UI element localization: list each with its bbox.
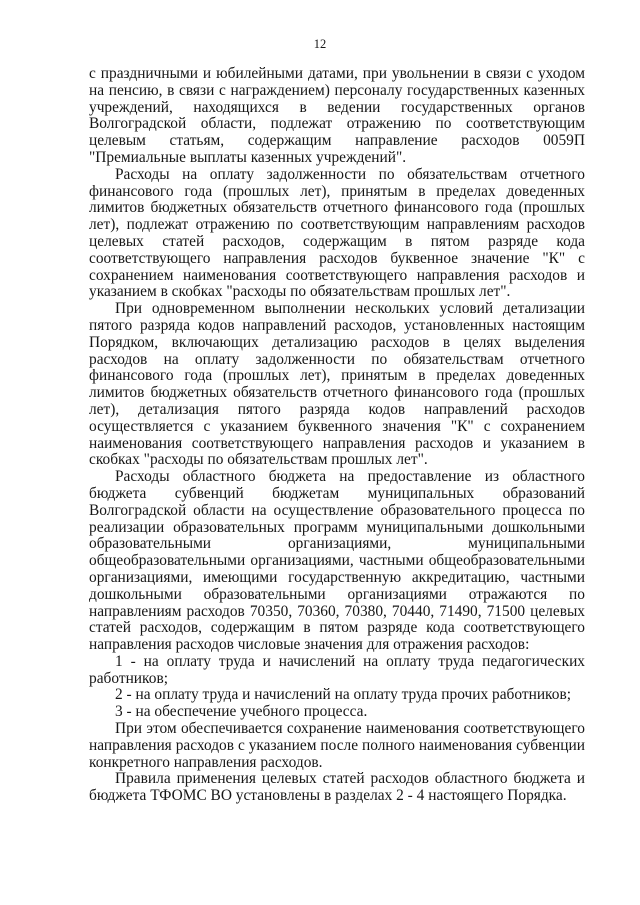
paragraph-rules-reference: Правила применения целевых статей расходов областного бюджета и бюджета ТФОМС ВО установлены в разделах 2 - 4 настоящего Порядка.: [89, 770, 585, 805]
paragraph-naming-preservation: При этом обеспечивается сохранение наименования соответствующего направления расходов с указанием после полного наименования субвенции конкретного направления расходов.: [89, 720, 585, 771]
paragraph-debt-expenses: Расходы на оплату задолженности по обязательствам отчетного финансового года (прошлых лет), принятым в пределах доведенных лимитов бюджетных обязательств отчетного финансового года (прошлых лет), подлежат отражению по соответствующим направлениям расходов целевых статей расходов, содержащим в пятом разряде кода соответствующего направления расходов буквенное значение "К" с сохранением наименования соответствующего направления расходов и указанием в скобках "расходы по обязательствам прошлых лет".: [89, 165, 585, 301]
list-item-3: 3 - на обеспечение учебного процесса.: [115, 703, 368, 721]
paragraph-multiple-conditions: При одновременном выполнении нескольких условий детализации пятого разряда кодов направлений расходов, установленных настоящим Порядком, включающих детализацию расходов в целях выделения расходов на оплату задолженности по обязательствам отчетного финансового года (прошлых лет), принятым в пределах доведенных лимитов бюджетных обязательств отчетного финансового года (прошлых лет), детализация пятого разряда кодов направлений расходов осуществляется с указанием буквенного значения "К" с сохранением наименования соответствующего направления расходов и указанием в скобках "расходы по обязательствам прошлых лет".: [89, 300, 585, 469]
document-body: [89, 66, 585, 805]
list-item-1: 1 - на оплату труда и начислений на оплату труда педагогических работников;: [89, 652, 585, 687]
list-item-2: 2 - на оплату труда и начислений на оплату труда прочих работников;: [115, 686, 571, 704]
paragraph-subventions: Расходы областного бюджета на предоставление из областного бюджета субвенций бюджетам муниципальных образований Волгоградской области на осуществление образовательного процесса по реализации образовательных программ муниципальными дошкольными образовательными организациями, муниципальными общеобразовательными организациями, частными общеобразовательными организациями, имеющими государственную аккредитацию, частными дошкольными образовательными организациями отражаются по направлениям расходов 70350, 70360, 70380, 70440, 71490, 71500 целевых статей расходов, содержащим в пятом разряде кода соответствующего направления расходов числовые значения для отражения расходов:: [89, 468, 585, 654]
page-number: 12: [313, 37, 327, 51]
paragraph-continuation: с праздничными и юбилейными датами, при увольнении в связи с уходом на пенсию, в связи с награждением) персоналу государственных казенных учреждений, находящихся в ведении государственных органов Волгоградской области, подлежат отражению по соответствующим целевым статьям, содержащим направление расходов 0059П "Премиальные выплаты казенных учреждений".: [89, 65, 585, 166]
